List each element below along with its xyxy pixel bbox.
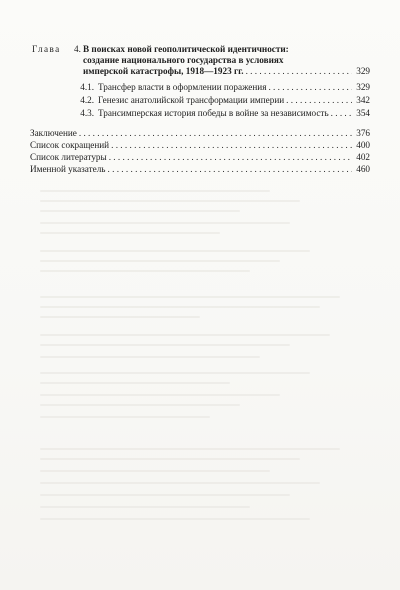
chapter-title-last-line: имперской катастрофы, 1918—1923 гг. (83, 66, 244, 76)
section-page-number: 329 (356, 82, 370, 92)
section-number: 4.2. (80, 95, 94, 105)
section-row (98, 95, 370, 106)
dot-leader (109, 152, 352, 163)
chapter-number: 4. (74, 44, 81, 54)
chapter-entry (30, 44, 370, 118)
dot-leader (286, 95, 352, 106)
back-matter-page-number: 400 (356, 140, 370, 150)
chapter-title-line: В поисках новой геополитической идентичности: (83, 44, 289, 54)
back-matter-row (30, 140, 370, 151)
back-matter-row (30, 152, 370, 163)
back-matter-title: Заключение (30, 128, 77, 138)
dot-leader (268, 82, 352, 93)
section-number: 4.1. (80, 82, 94, 92)
chapter-title-line: создание национального государства в условиях (83, 55, 284, 65)
back-matter-row (30, 164, 370, 175)
back-matter-page-number: 460 (356, 164, 370, 174)
back-matter-title: Именной указатель (30, 164, 106, 174)
section-number: 4.3. (80, 108, 94, 118)
back-matter-title: Список литературы (30, 152, 107, 162)
section-title: Трансфер власти в оформлении поражения (98, 82, 267, 92)
back-matter-page-number: 376 (356, 128, 370, 138)
section-title: Генезис анатолийской трансформации империи (98, 95, 285, 105)
back-matter-row (30, 128, 370, 139)
dot-leader (108, 164, 352, 175)
section-row (98, 82, 370, 93)
chapter-title-last-line-row (83, 66, 370, 77)
section-row (98, 108, 370, 119)
chapter-title (83, 44, 370, 66)
dot-leader (111, 140, 352, 151)
section-page-number: 354 (356, 108, 370, 118)
section-title: Трансимперская история победы в войне за независимость (98, 108, 329, 118)
back-matter-page-number: 402 (356, 152, 370, 162)
back-matter-title: Список сокращений (30, 140, 110, 150)
dot-leader (246, 66, 352, 77)
chapter-page-number: 329 (356, 66, 370, 76)
table-of-contents (30, 44, 370, 174)
section-page-number: 342 (356, 95, 370, 105)
dot-leader (79, 128, 352, 139)
dot-leader (331, 108, 352, 119)
chapter-label: Глава (32, 44, 61, 54)
